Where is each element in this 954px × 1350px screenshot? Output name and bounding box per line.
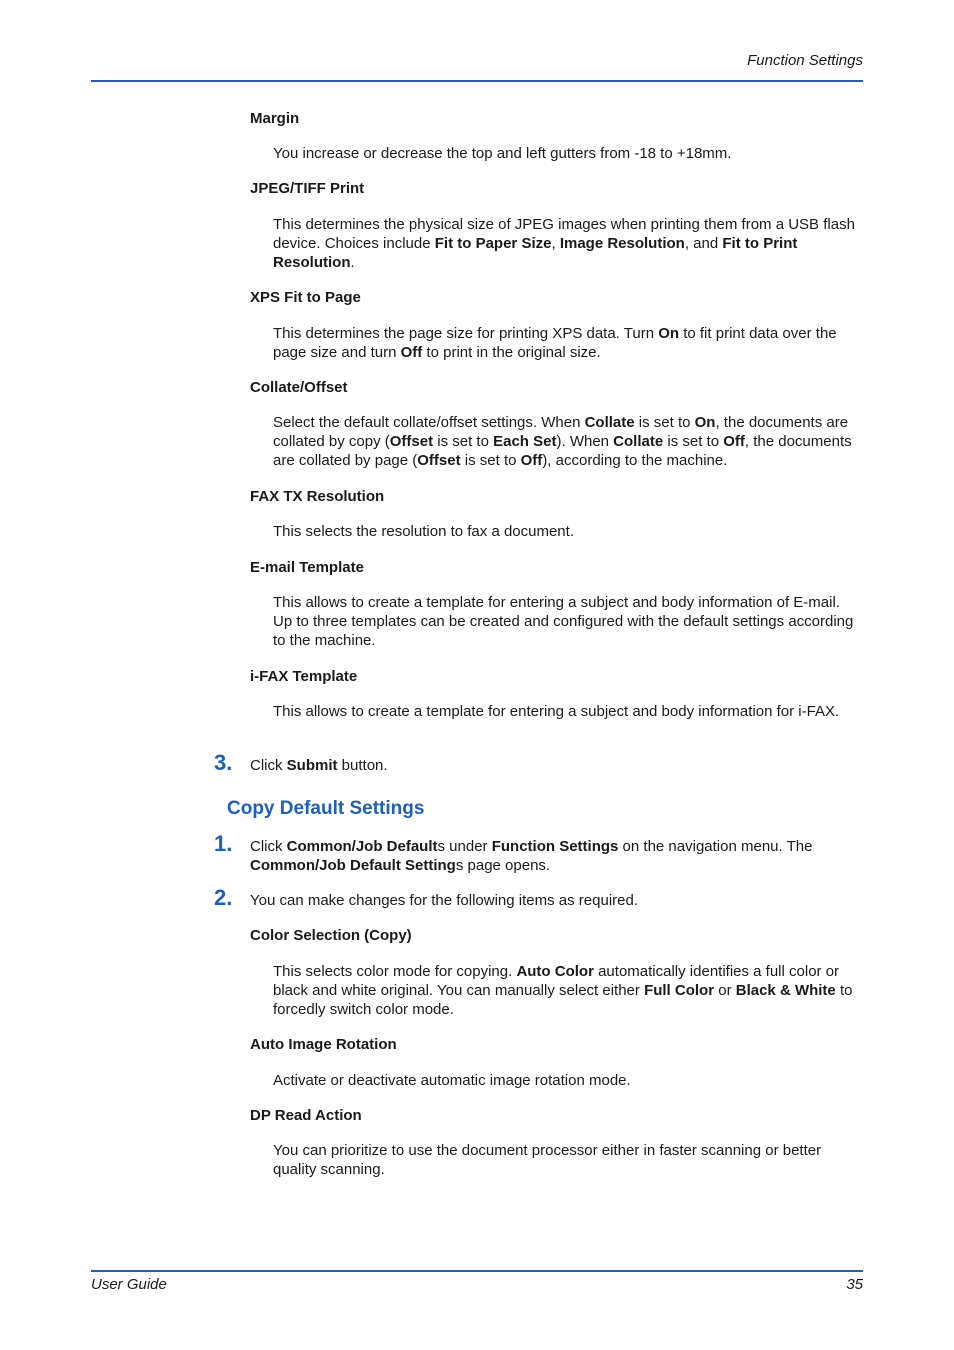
- entry-body-color-selection: [273, 962, 863, 1019]
- bold-term: Collate: [613, 433, 664, 450]
- text-run: Click: [250, 838, 287, 855]
- text-run: You can prioritize to use the document processor either in faster scanning or better quality scanning.: [273, 1142, 822, 1178]
- bold-term: Off: [520, 452, 543, 469]
- entry-heading-jpeg-tiff-print: JPEG/TIFF Print: [250, 180, 365, 197]
- entry-heading-dp-read-action: DP Read Action: [250, 1107, 362, 1124]
- step-number-3: 3.: [214, 750, 233, 775]
- text-run: This selects the resolution to fax a document.: [273, 523, 574, 540]
- bold-term: Function Settings: [491, 838, 619, 855]
- text-run: This determines the page size for printing XPS data. Turn: [273, 325, 659, 342]
- header-rule: [91, 80, 863, 82]
- entry-body-collate-offset: [273, 413, 863, 470]
- entry-heading-email-template: E-mail Template: [250, 559, 364, 576]
- entry-heading-collate-offset: Collate/Offset: [250, 379, 348, 396]
- text-run: You increase or decrease the top and left gutters from -18 to +18mm.: [273, 145, 732, 162]
- text-run: is set to: [460, 452, 521, 469]
- bold-term: Submit: [286, 757, 338, 774]
- text-run: or: [714, 982, 736, 999]
- text-run: , and: [684, 235, 723, 252]
- entry-body-jpeg-tiff-print: [273, 215, 863, 272]
- entry-body-auto-image-rotation: [273, 1071, 863, 1090]
- step-number-1: 1.: [214, 831, 233, 856]
- bold-term: Common/Job Default: [286, 838, 438, 855]
- entry-heading-xps-fit-to-page: XPS Fit to Page: [250, 289, 361, 306]
- bold-term: On: [694, 414, 716, 431]
- text-run: to forcedly switch color mode.: [273, 982, 853, 1018]
- text-run: ), according to the machine.: [542, 452, 728, 469]
- text-run: s page opens.: [455, 857, 551, 874]
- entry-body-fax-tx-resolution: [273, 522, 863, 541]
- step-text-1: [250, 837, 863, 875]
- bold-term: On: [658, 325, 680, 342]
- text-run: This selects color mode for copying.: [273, 963, 517, 980]
- entry-heading-ifax-template: i-FAX Template: [250, 668, 358, 685]
- bold-term: Offset: [417, 452, 461, 469]
- bold-term: Common/Job Default Setting: [250, 857, 456, 874]
- text-run: Click: [250, 757, 287, 774]
- page-number: 35: [846, 1276, 863, 1293]
- text-run: is set to: [433, 433, 494, 450]
- text-run: s under: [437, 838, 492, 855]
- bold-term: Each Set: [493, 433, 557, 450]
- bold-term: Image Resolution: [559, 235, 685, 252]
- text-run: Activate or deactivate automatic image rotation mode.: [273, 1072, 631, 1089]
- bold-term: Fit to Paper Size: [434, 235, 552, 252]
- text-run: , the documents are collated by copy (: [273, 414, 849, 450]
- running-header-title: Function Settings: [747, 52, 863, 69]
- section-title: Copy Default Settings: [227, 798, 425, 819]
- text-run: button.: [337, 757, 388, 774]
- text-run: , the documents are collated by page (: [273, 433, 852, 469]
- entry-body-margin: [273, 144, 863, 163]
- footer-title: User Guide: [91, 1276, 167, 1293]
- text-run: .: [350, 254, 355, 271]
- text-run: ). When: [556, 433, 614, 450]
- entry-body-email-template: [273, 593, 863, 650]
- entry-heading-auto-image-rotation: Auto Image Rotation: [250, 1036, 397, 1053]
- entry-heading-fax-tx-resolution: FAX TX Resolution: [250, 488, 385, 505]
- text-run: This allows to create a template for entering a subject and body information for i-FAX.: [273, 703, 840, 720]
- text-run: is set to: [634, 414, 695, 431]
- text-run: You can make changes for the following items as required.: [250, 892, 639, 909]
- step-text-2: [250, 891, 863, 910]
- entry-body-ifax-template: [273, 702, 863, 721]
- entry-body-dp-read-action: [273, 1141, 863, 1179]
- text-run: is set to: [663, 433, 724, 450]
- text-run: This allows to create a template for entering a subject and body information of E-mail. Up to three templates can be created and configured with the default settings according to the machine.: [273, 594, 854, 649]
- entry-body-xps-fit-to-page: [273, 324, 863, 362]
- text-run: on the navigation menu. The: [618, 838, 813, 855]
- bold-term: Off: [400, 344, 423, 361]
- entry-heading-color-selection: Color Selection (Copy): [250, 927, 412, 944]
- bold-term: Collate: [584, 414, 635, 431]
- step-text-3: [250, 756, 863, 775]
- bold-term: Fit to Print Resolution: [273, 235, 798, 271]
- bold-term: Full Color: [644, 982, 715, 999]
- text-run: to fit print data over the page size and turn: [273, 325, 837, 361]
- text-run: This determines the physical size of JPEG images when printing them from a USB flash device. Choices include: [273, 216, 855, 252]
- step-number-2: 2.: [214, 885, 233, 910]
- entry-heading-margin: Margin: [250, 110, 300, 127]
- bold-term: Offset: [389, 433, 434, 450]
- text-run: automatically identifies a full color or black and white original. You can manually select either: [273, 963, 840, 999]
- bold-term: Black & White: [735, 982, 836, 999]
- text-run: Select the default collate/offset settings. When: [273, 414, 585, 431]
- bold-term: Off: [723, 433, 745, 450]
- footer-rule: [91, 1270, 863, 1272]
- text-run: to print in the original size.: [422, 344, 601, 361]
- text-run: ,: [551, 235, 560, 252]
- bold-term: Auto Color: [516, 963, 594, 980]
